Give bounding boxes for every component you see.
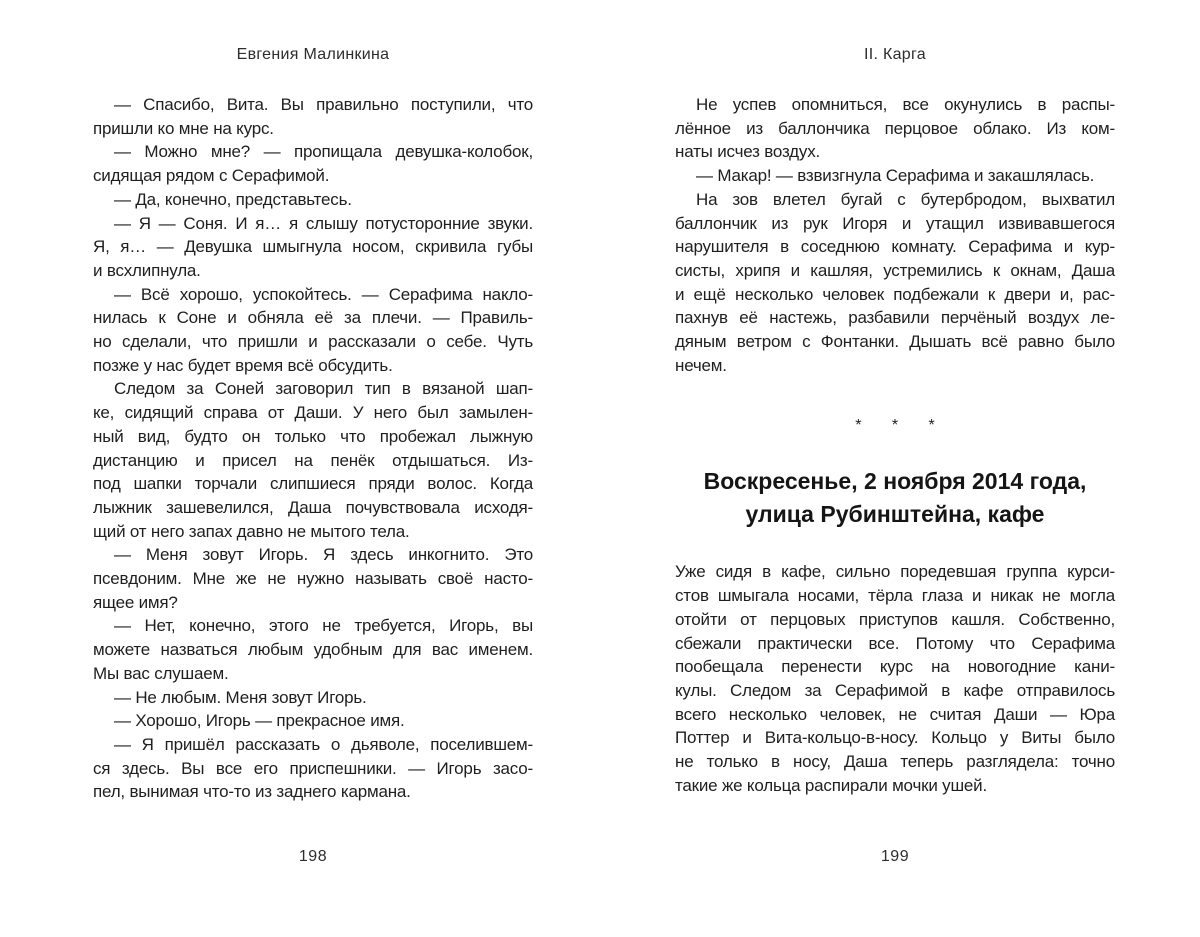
page-right [675, 0, 1115, 937]
text-line: ке, сидящий справа от Даши. У него был замылен- [93, 403, 533, 423]
text-line: систы, хрипя и кашляя, устремились к окнам, Даша [675, 260, 1115, 280]
text-line: всего несколько человек, не считая Даши — Юра [675, 704, 1115, 724]
text-line: — Я пришёл рассказать о дьяволе, поселившем- [114, 734, 533, 754]
text-line: — Всё хорошо, успокойтесь. — Серафима накло- [114, 284, 533, 304]
text-line: — Не любым. Меня зовут Игорь. [114, 687, 367, 707]
running-header-author: Евгения Малинкина [236, 46, 390, 63]
section-separator: * * * [855, 417, 948, 435]
text-line: пахнув её настежь, разбавили перчёный воздух ле- [675, 308, 1115, 328]
text-line: Не успев опомниться, все окунулись в распы- [696, 95, 1115, 114]
text-line: На зов влетел бугай с бутербродом, выхватил [696, 189, 1115, 209]
text-line: — Макар! — взвизгнула Серафима и закашлялась. [696, 166, 1095, 186]
paragraph [93, 377, 533, 543]
running-header-chapter: II. Карга [864, 46, 926, 63]
text-line: — Можно мне? — пропищала девушка-колобок, [114, 142, 533, 162]
text-line: нечем. [675, 355, 727, 375]
text-line: и всхлипнула. [93, 260, 201, 280]
paragraph [675, 164, 1115, 188]
text-line: пообещала перенести курс на новогодние кани- [675, 657, 1115, 677]
text-line: — Спасибо, Вита. Вы правильно поступили, что [114, 95, 533, 114]
text-line: сбежали практически все. Потому что Серафима [675, 633, 1115, 653]
paragraph [93, 93, 533, 140]
text-line: — Я — Соня. И я… я слышу потусторонние звуки. [114, 213, 533, 233]
paragraph [675, 188, 1115, 378]
text-line: можете назваться любым удобным для вас именем. [93, 640, 533, 660]
text-line: но сделали, что пришли и рассказали о себе. Чуть [93, 332, 533, 352]
text-line: пел, вынимая что-то из заднего кармана. [93, 782, 411, 802]
paragraph [675, 93, 1115, 164]
text-line: нилась к Соне и обняла её за плечи. — Правиль- [93, 308, 533, 328]
paragraph [93, 614, 533, 685]
page-left-text [93, 93, 533, 804]
text-line: — Да, конечно, представьтесь. [114, 189, 352, 209]
text-line: псевдоним. Мне же не нужно называть своё насто- [93, 569, 533, 589]
paragraph [93, 212, 533, 283]
heading-line: улица Рубинштейна, кафе [745, 501, 1045, 528]
page-left [93, 0, 533, 937]
text-line: позже у нас будет время всё обсудить. [93, 355, 393, 375]
paragraph [93, 188, 533, 212]
text-line: такие же кольца распирали мочки ушей. [675, 775, 987, 795]
text-line: баллончик из рук Игоря и утащил извивавшегося [675, 213, 1115, 233]
text-line: Следом за Соней заговорил тип в вязаной шап- [114, 379, 533, 399]
text-line: не только в носу, Даша теперь разглядела: точно [675, 752, 1115, 772]
section-heading [675, 465, 1115, 531]
text-line: — Хорошо, Игорь — прекрасное имя. [114, 711, 405, 731]
text-line: Уже сидя в кафе, сильно поредевшая группа курси- [675, 562, 1115, 582]
paragraph [93, 283, 533, 378]
text-line: лённое из баллончика перцовое облако. Из ком- [675, 118, 1115, 138]
text-line: сидящая рядом с Серафимой. [93, 166, 330, 186]
paragraph [675, 560, 1115, 797]
text-line: щий от него запах давно не мытого тела. [93, 521, 410, 541]
paragraph [93, 686, 533, 710]
text-line: ный вид, будто он только что пробежал лыжную [93, 426, 533, 446]
text-line: нарушителя в соседнюю комнату. Серафима и кур- [675, 237, 1115, 257]
text-line: наты исчез воздух. [675, 142, 821, 162]
text-line: дяным ветром с Фонтанки. Дышать всё равно было [675, 332, 1115, 352]
text-line: пришли ко мне на курс. [93, 118, 274, 138]
text-line: дистанцию и присел на пенёк отдышаться. Из- [93, 450, 533, 470]
page-number-left: 198 [298, 848, 328, 865]
text-line: кулы. Следом за Серафимой в кафе отправилось [675, 680, 1115, 700]
page-number-right: 199 [880, 848, 910, 865]
text-line: — Меня зовут Игорь. Я здесь инкогнито. Это [114, 545, 533, 565]
text-line: ящее имя? [93, 592, 178, 612]
text-line: стов шмыгала носами, тёрла глаза и никак не могла [675, 586, 1115, 606]
text-line: Мы вас слушаем. [93, 663, 229, 683]
text-line: и ещё несколько человек подбежали к двери и, рас- [675, 284, 1115, 304]
text-line: Я, я… — Девушка шмыгнула носом, скривила губы [93, 237, 533, 257]
text-line: отойти от перцовых приступов кашля. Собственно, [675, 609, 1115, 629]
heading-line: Воскресенье, 2 ноября 2014 года, [703, 468, 1087, 495]
paragraph [93, 140, 533, 187]
paragraph [93, 543, 533, 614]
text-line: ся здесь. Вы все его приспешники. — Игорь засо- [93, 758, 533, 778]
page-right-text [675, 93, 1115, 797]
text-line: под шапки торчали слипшиеся пряди волос. Когда [93, 474, 533, 494]
paragraph [93, 709, 533, 733]
text-line: — Нет, конечно, этого не требуется, Игорь, вы [114, 616, 533, 636]
text-line: Поттер и Вита-кольцо-в-носу. Кольцо у Виты было [675, 728, 1115, 748]
text-line: лыжник зашевелился, Даша почувствовала исходя- [93, 497, 533, 517]
paragraph [93, 733, 533, 804]
